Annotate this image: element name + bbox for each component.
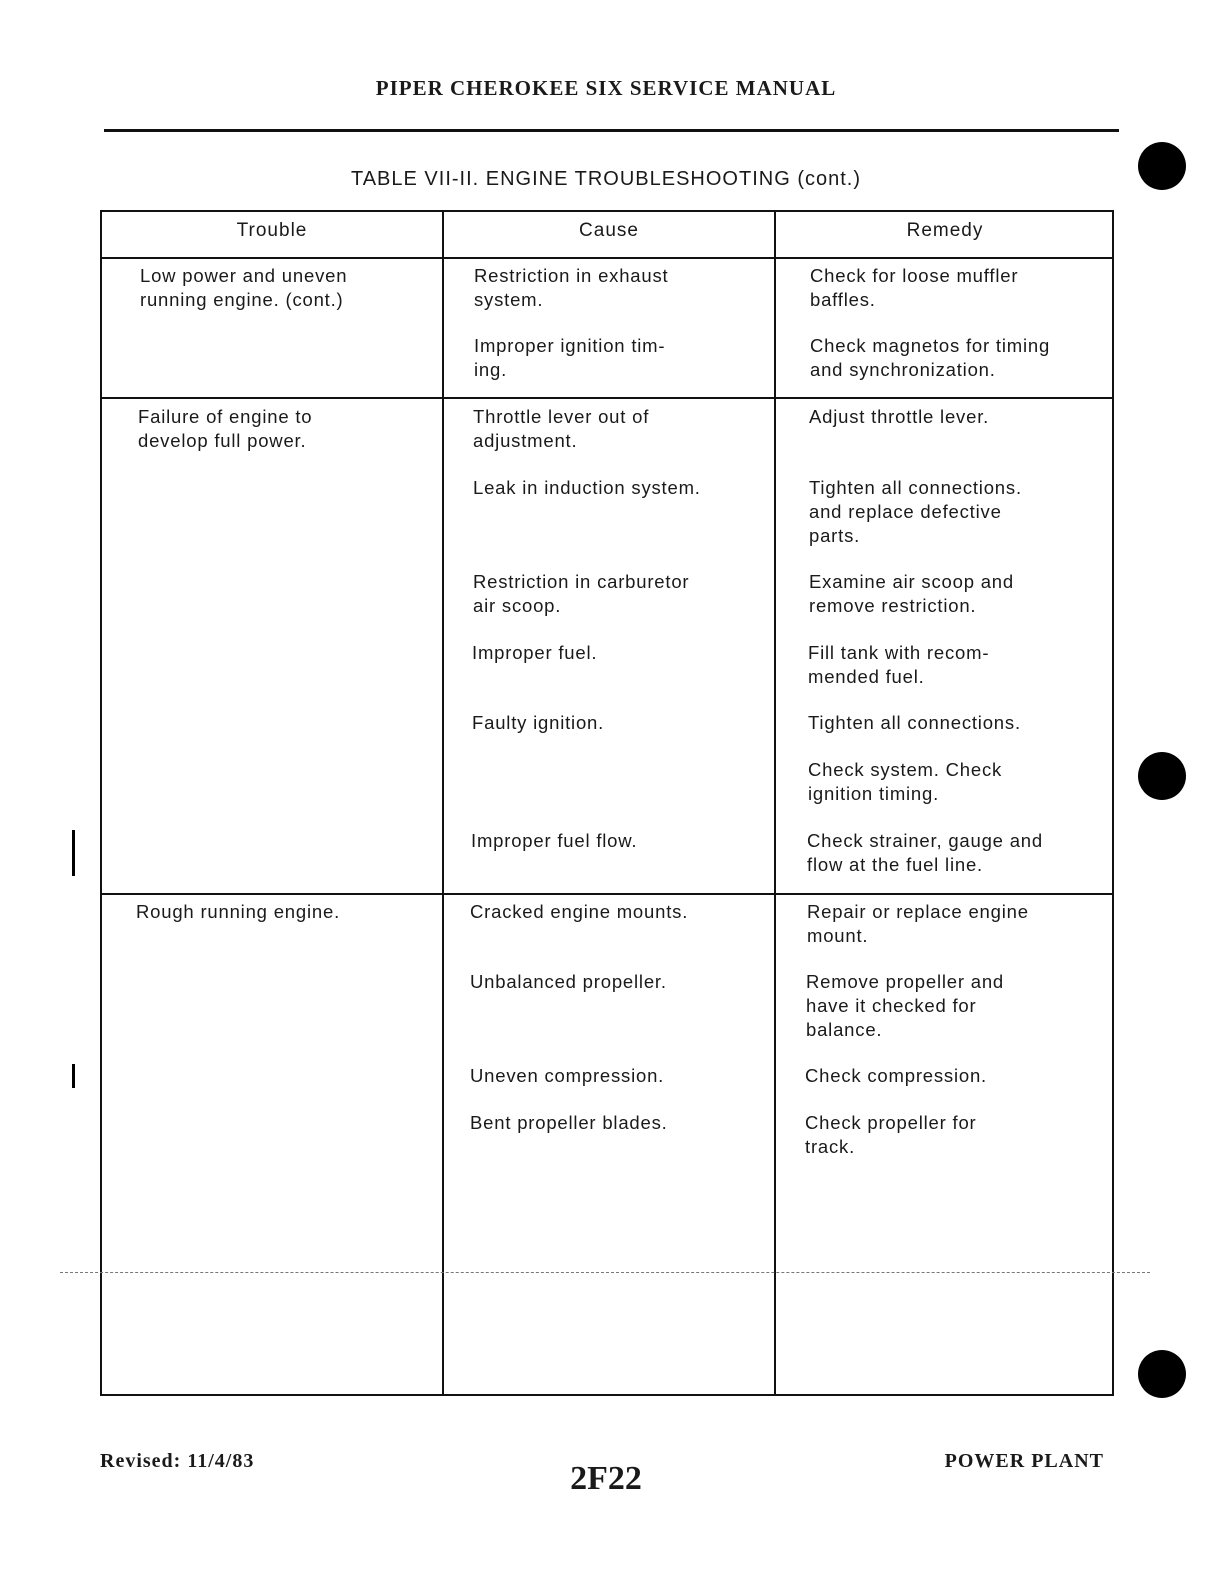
remedy-cell: Check strainer, gauge and flow at the fuel line. (807, 830, 1043, 875)
binder-hole-top (1138, 142, 1186, 190)
engine-troubleshooting-table (100, 210, 1114, 1396)
binder-hole-bottom (1138, 1350, 1186, 1398)
column-divider (442, 212, 444, 1394)
column-header-cause: Cause (579, 220, 639, 241)
remedy-cell: Tighten all connections. (808, 712, 1021, 733)
column-header-trouble: Trouble (236, 220, 308, 241)
revision-date: Revised: 11/4/83 (100, 1450, 255, 1472)
remedy-cell: Check for loose muffler baffles. (810, 265, 1019, 310)
binder-hole-middle (1138, 752, 1186, 800)
header-row-divider (102, 257, 1112, 259)
remedy-cell: Check compression. (805, 1065, 987, 1086)
scan-fold-line (60, 1272, 1150, 1273)
cause-cell: Faulty ignition. (472, 712, 605, 733)
cause-cell: Leak in induction system. (473, 477, 701, 498)
revision-change-bar (72, 830, 75, 876)
column-divider (774, 212, 776, 1394)
row-divider (102, 893, 1112, 895)
cause-cell: Cracked engine mounts. (470, 901, 689, 922)
remedy-cell: Adjust throttle lever. (809, 406, 990, 427)
table-caption: TABLE VII-II. ENGINE TROUBLESHOOTING (cont.) (350, 168, 861, 190)
cause-cell: Improper ignition tim- ing. (474, 335, 666, 380)
cause-cell: Improper fuel. (472, 642, 598, 663)
remedy-cell: Check propeller for track. (805, 1112, 977, 1157)
page-code: 2F22 (570, 1460, 642, 1497)
remedy-cell: Examine air scoop and remove restriction. (809, 571, 1014, 616)
page-header-title: PIPER CHEROKEE SIX SERVICE MANUAL (375, 76, 837, 100)
remedy-cell: Check magnetos for timing and synchronization. (810, 335, 1051, 380)
trouble-cell: Rough running engine. (136, 901, 341, 922)
cause-cell: Bent propeller blades. (470, 1112, 668, 1133)
trouble-cell: Low power and uneven running engine. (cont.) (140, 265, 348, 310)
remedy-cell: Repair or replace engine mount. (807, 901, 1029, 946)
cause-cell: Throttle lever out of adjustment. (473, 406, 650, 451)
cause-cell: Uneven compression. (470, 1065, 665, 1086)
column-header-remedy: Remedy (906, 220, 984, 241)
section-name: POWER PLANT (944, 1450, 1104, 1472)
remedy-cell: Tighten all connections. and replace defective parts. (809, 477, 1022, 546)
revision-change-bar (72, 1064, 75, 1088)
cause-cell: Improper fuel flow. (471, 830, 638, 851)
row-divider (102, 397, 1112, 399)
cause-cell: Restriction in carburetor air scoop. (473, 571, 690, 616)
cause-cell: Unbalanced propeller. (470, 971, 667, 992)
remedy-cell: Check system. Check ignition timing. (808, 759, 1003, 804)
trouble-cell: Failure of engine to develop full power. (138, 406, 313, 451)
remedy-cell: Remove propeller and have it checked for balance. (806, 971, 1005, 1040)
cause-cell: Restriction in exhaust system. (474, 265, 669, 310)
remedy-cell: Fill tank with recom- mended fuel. (808, 642, 990, 687)
header-rule (104, 129, 1119, 132)
